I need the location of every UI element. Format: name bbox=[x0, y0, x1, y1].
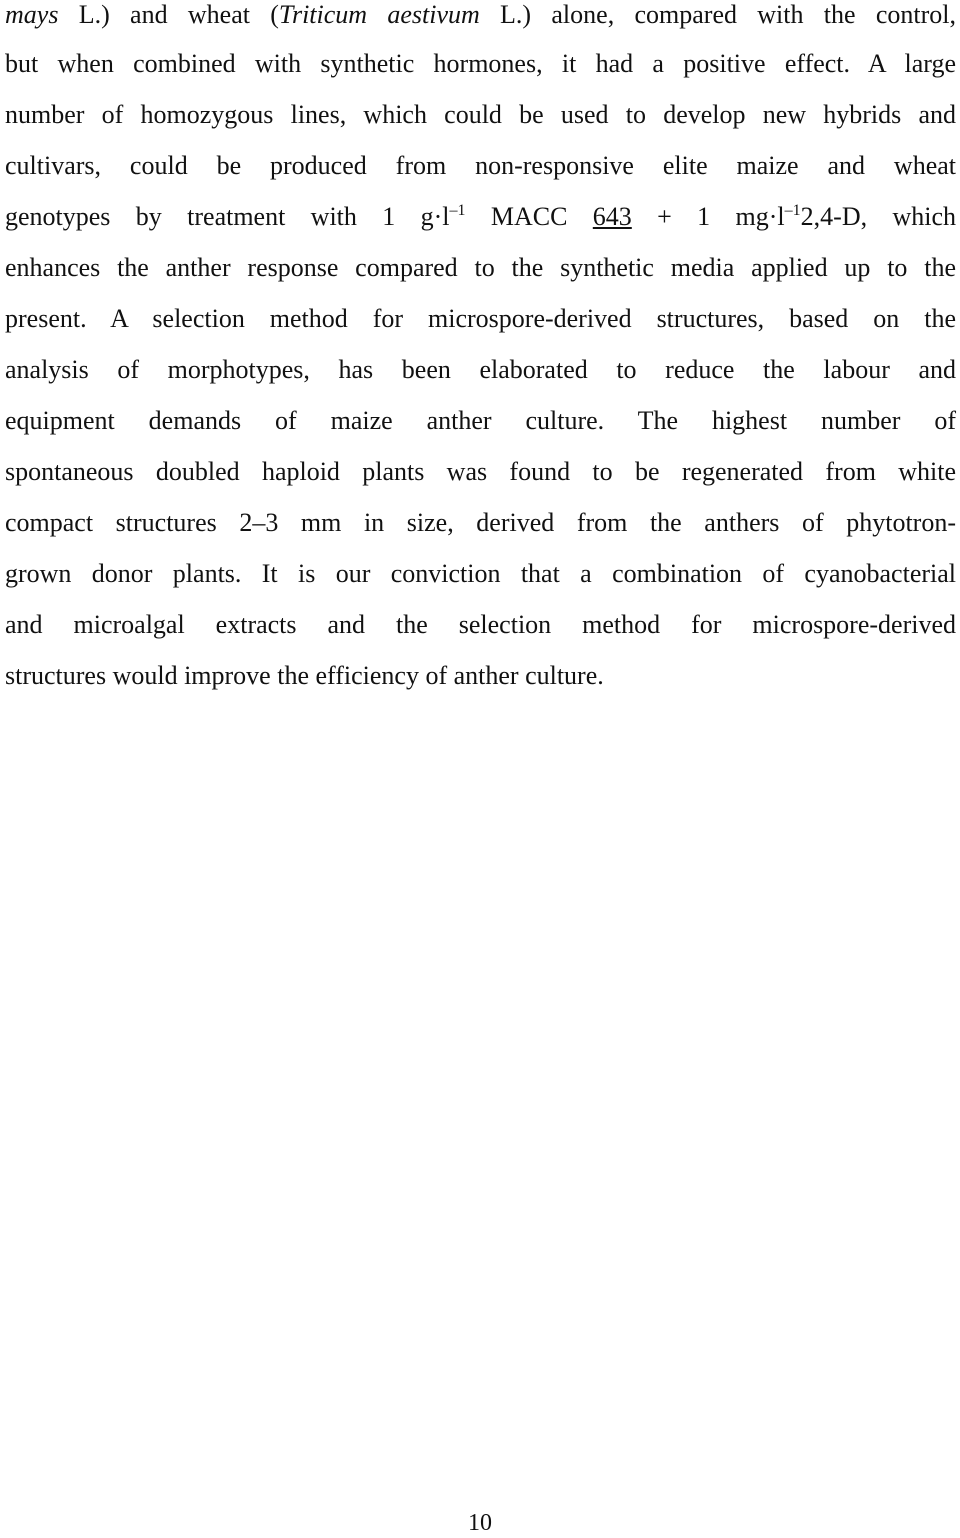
text-line-3: number of homozygous lines, which could be used to develop new hybrids and bbox=[5, 100, 956, 129]
text-line-4: cultivars, could be produced from non-responsive elite maize and wheat bbox=[5, 151, 956, 180]
text-fragment: MACC bbox=[465, 202, 593, 231]
underlined-code: 643 bbox=[592, 202, 632, 231]
text-line-13: and microalgal extracts and the selection method for microspore-derived bbox=[5, 610, 956, 639]
text-line-1 bbox=[5, 0, 956, 30]
text-fragment: genotypes by treatment with 1 g·l bbox=[5, 202, 450, 231]
text-line-5 bbox=[5, 202, 956, 232]
superscript: –1 bbox=[449, 202, 466, 219]
species-name-maize: mays bbox=[5, 0, 59, 29]
species-name-wheat: Triticum aestivum bbox=[278, 0, 480, 29]
text-fragment: L.) and wheat ( bbox=[58, 0, 279, 29]
text-fragment: L.) alone, compared with the control, bbox=[479, 0, 956, 29]
text-fragment: 2,4-D, which bbox=[800, 202, 956, 231]
text-line-14: structures would improve the efficiency of anther culture. bbox=[5, 661, 604, 690]
page-number: 10 bbox=[468, 1510, 492, 1536]
text-line-2: but when combined with synthetic hormones, it had a positive effect. A large bbox=[5, 49, 956, 78]
text-line-8: analysis of morphotypes, has been elaborated to reduce the labour and bbox=[5, 355, 956, 384]
text-line-11: compact structures 2–3 mm in size, derived from the anthers of phytotron- bbox=[5, 508, 956, 537]
text-line-9: equipment demands of maize anther culture. The highest number of bbox=[5, 406, 956, 435]
text-line-6: enhances the anther response compared to the synthetic media applied up to the bbox=[5, 253, 956, 282]
superscript: –1 bbox=[784, 202, 801, 219]
text-line-12: grown donor plants. It is our conviction that a combination of cyanobacterial bbox=[5, 559, 956, 588]
text-line-7: present. A selection method for microspore-derived structures, based on the bbox=[5, 304, 956, 333]
text-fragment: + 1 mg·l bbox=[631, 202, 785, 231]
text-line-10: spontaneous doubled haploid plants was found to be regenerated from white bbox=[5, 457, 956, 486]
